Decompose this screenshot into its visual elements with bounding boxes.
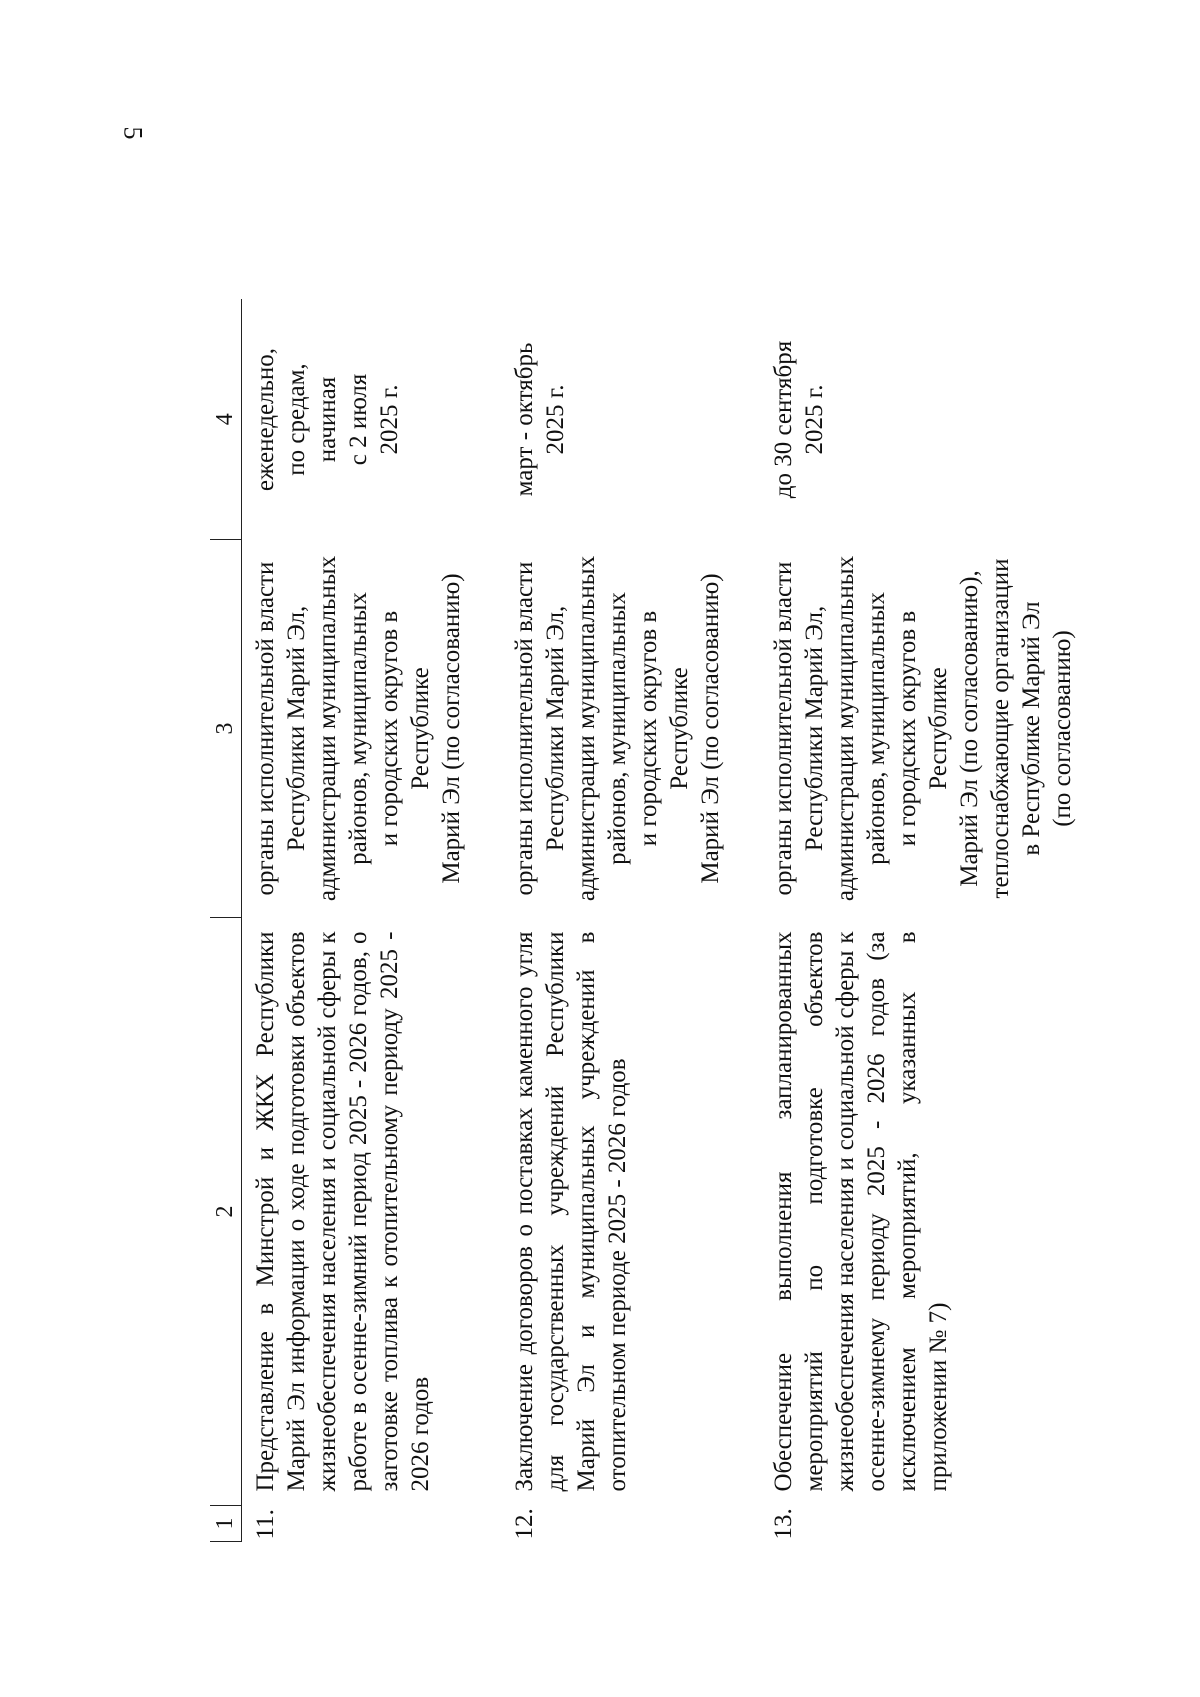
responsible-line: районов, муниципальных <box>604 592 631 865</box>
row-spacer <box>760 142 1112 300</box>
responsible-line: органы исполнительной власти <box>770 561 797 896</box>
term-line: 2025 г. <box>376 384 403 455</box>
row-number: 13. <box>770 1508 797 1540</box>
responsible-line: органы исполнительной власти <box>511 561 538 896</box>
responsible-line: (по согласованию) <box>1049 630 1076 827</box>
row-term <box>760 300 1112 540</box>
responsible-line: и городских округов в Республике <box>376 610 434 847</box>
table-row <box>242 142 502 1542</box>
responsible-line: Республики Марий Эл, <box>283 605 310 852</box>
row-description: Обеспечение выполнения запланированных мероприятий по подготовке объектов жизнеобеспечения населения и социальной сферы к осенне-зимнему периоду 2025 - 2026 годов (за исключением мероприятий, указанных в приложении № 7) <box>770 931 952 1492</box>
plan-table <box>210 142 1112 1543</box>
row-responsible <box>760 540 1112 918</box>
row-responsible <box>242 540 502 918</box>
row-term <box>242 300 502 540</box>
page-number: 5 <box>118 126 148 140</box>
row-number: 11. <box>252 1509 279 1540</box>
row-responsible <box>501 540 760 918</box>
responsible-line: администрации муниципальных <box>314 555 341 902</box>
row-spacer <box>242 142 502 300</box>
responsible-line: в Республике Марий Эл <box>1018 601 1045 856</box>
row-term <box>501 300 760 540</box>
header-col-2: 2 <box>210 918 242 1506</box>
responsible-line: Республики Марий Эл, <box>542 605 569 852</box>
table-body <box>242 142 1113 1542</box>
term-line: 2025 г. <box>542 384 569 455</box>
row-description: Заключение договоров о поставках каменного угля для государственных учреждений Республики Марий Эл и муниципальных учреждений в отопительном периоде 2025 - 2026 годов <box>511 931 631 1492</box>
responsible-line: Республики Марий Эл, <box>801 605 828 852</box>
responsible-line: администрации муниципальных <box>832 555 859 902</box>
row-number: 12. <box>511 1508 538 1540</box>
responsible-line: и городских округов в Республике <box>894 610 952 847</box>
header-spacer <box>210 142 242 300</box>
rotated-table-container <box>210 142 1076 1542</box>
responsible-line: и городских округов в Республике <box>635 610 693 847</box>
header-col-3: 3 <box>210 540 242 918</box>
row-spacer <box>501 142 760 300</box>
responsible-line: Марий Эл (по согласованию) <box>438 573 465 884</box>
responsible-line: теплоснабжающие организации <box>987 558 1014 899</box>
header-col-4: 4 <box>210 300 242 540</box>
responsible-line: Марий Эл (по согласованию), <box>956 570 983 887</box>
table-row <box>501 142 760 1542</box>
responsible-line: органы исполнительной власти <box>252 561 279 896</box>
header-row <box>210 142 242 1542</box>
term-line: по средам, <box>283 363 310 476</box>
term-line: 2025 г. <box>801 384 828 455</box>
responsible-line: районов, муниципальных <box>863 592 890 865</box>
term-line: начиная <box>314 376 341 463</box>
header-col-1: 1 <box>210 1506 242 1542</box>
responsible-line: администрации муниципальных <box>573 555 600 902</box>
row-description: Представление в Минстрой и ЖКХ Республики Марий Эл информации о ходе подготовки объектов жизнеобеспечения населения и социальной сферы к работе в осенне-зимний период 2025 - 2026 годов, о заготовке топлива к отопительному периоду 2025 - 2026 годов <box>252 931 434 1492</box>
term-line: с 2 июля <box>345 373 372 466</box>
responsible-line: районов, муниципальных <box>345 592 372 865</box>
term-line: до 30 сентября <box>770 340 797 499</box>
term-line: еженедельно, <box>252 347 279 492</box>
term-line: март - октябрь <box>511 342 538 497</box>
responsible-line: Марий Эл (по согласованию) <box>697 573 724 884</box>
table-row <box>760 142 1112 1542</box>
